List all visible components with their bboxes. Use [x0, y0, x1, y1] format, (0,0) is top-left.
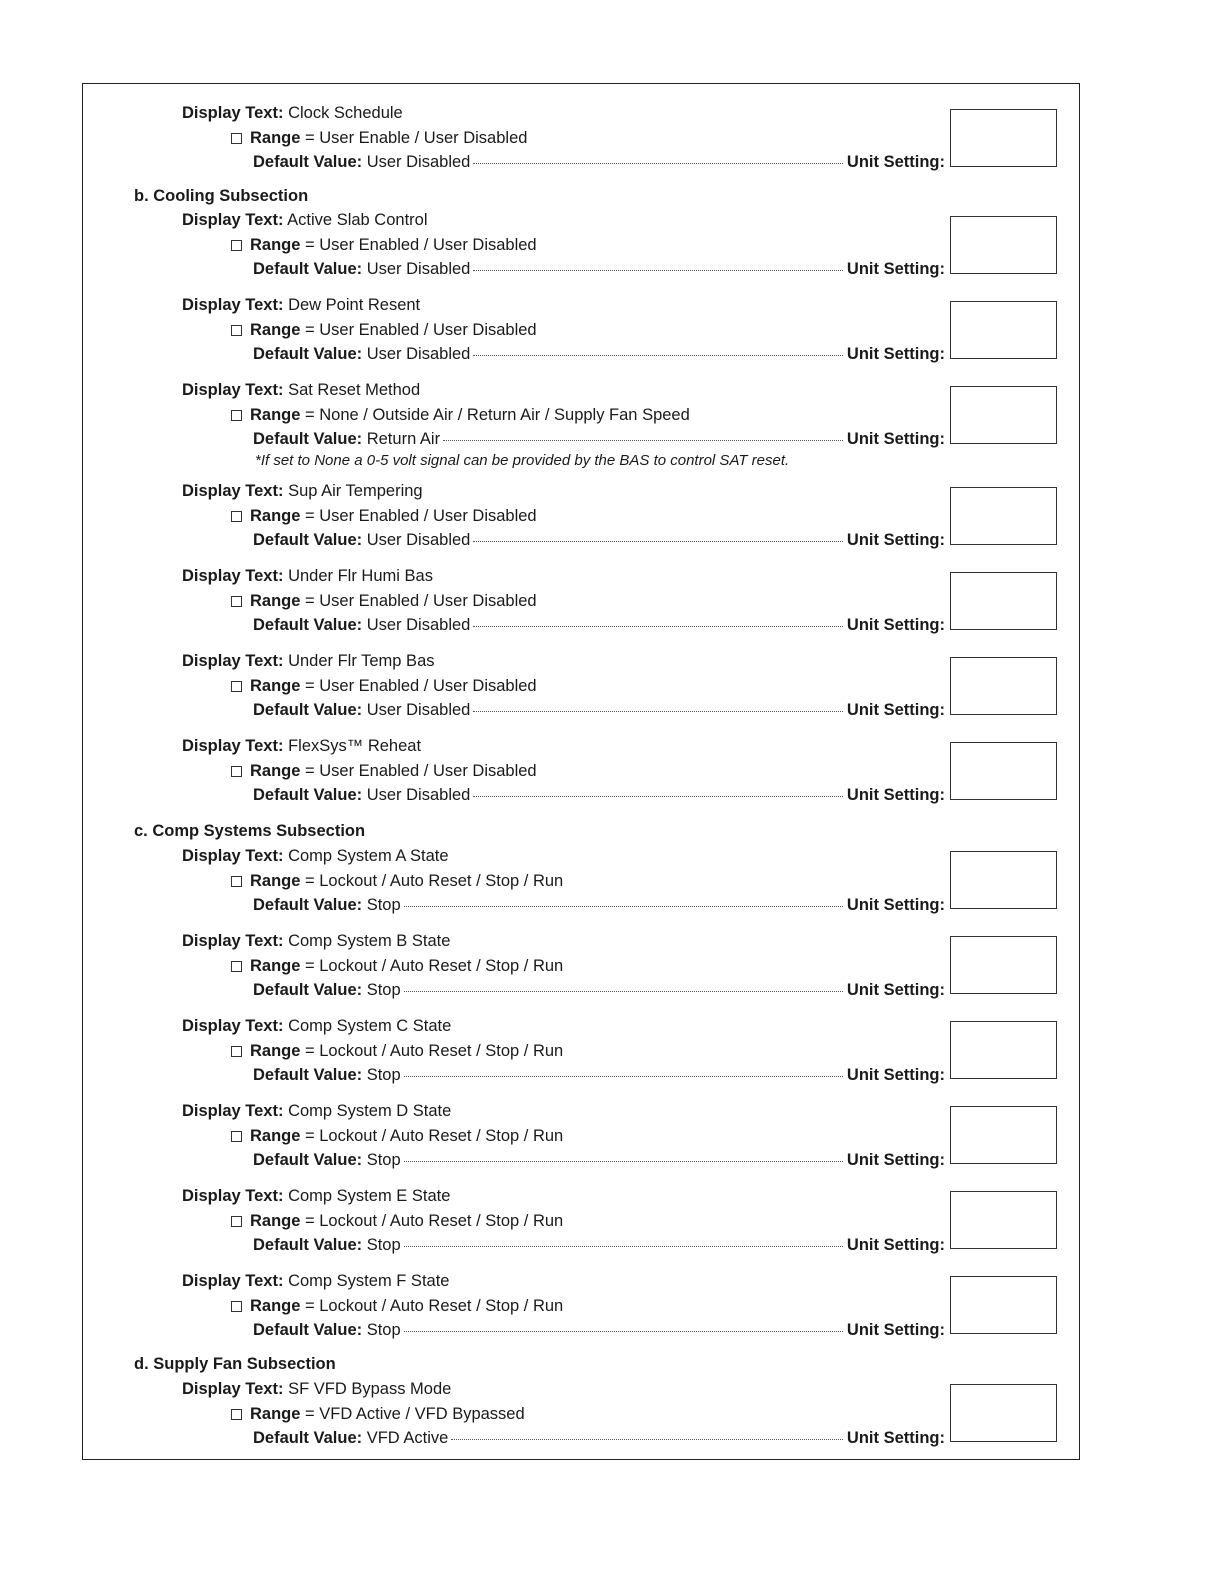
- range-label: Range: [250, 235, 301, 254]
- default-value-label: Default Value:: [253, 430, 363, 448]
- range-label: Range: [250, 676, 301, 695]
- dot-leader: [404, 1331, 843, 1332]
- default-value-label: Default Value:: [253, 1321, 363, 1339]
- display-text-line: [182, 481, 423, 501]
- range-label: Range: [250, 591, 301, 610]
- range-value: = Lockout / Auto Reset / Stop / Run: [305, 871, 564, 890]
- footnote: *If set to None a 0-5 volt signal can be provided by the BAS to control SAT reset.: [255, 451, 790, 469]
- default-value: Stop: [366, 896, 401, 914]
- unit-setting-label: Unit Setting:: [846, 430, 945, 448]
- default-value-line: [253, 615, 945, 635]
- unit-setting-input[interactable]: [950, 109, 1057, 167]
- default-value-line: [253, 429, 945, 449]
- unit-setting-input[interactable]: [950, 301, 1057, 359]
- default-value-label: Default Value:: [253, 260, 363, 278]
- range-checkbox[interactable]: [231, 325, 242, 336]
- display-text-label: Display Text:: [182, 381, 284, 399]
- display-text-line: Display Text: SF VFD Bypass Mode: [182, 1380, 452, 1398]
- unit-setting-input[interactable]: [950, 936, 1057, 994]
- unit-setting-input[interactable]: [950, 1191, 1057, 1249]
- range-value: = Lockout / Auto Reset / Stop / Run: [305, 1126, 564, 1145]
- range-line: [231, 591, 537, 611]
- display-text-value: Sup Air Tempering: [288, 482, 423, 500]
- display-text-label: Display Text: [182, 1380, 278, 1398]
- display-text-line: Display Text: Comp System D State: [182, 1102, 452, 1120]
- unit-setting-label: Unit Setting:: [846, 531, 945, 549]
- default-value-label: Default Value:: [253, 1236, 363, 1254]
- unit-setting-label: Unit Setting:: [846, 1151, 945, 1169]
- range-checkbox[interactable]: [231, 961, 242, 972]
- unit-setting-label: Unit Setting:: [846, 345, 945, 363]
- dot-leader: [473, 270, 843, 271]
- range-line: [231, 405, 690, 425]
- display-text-value: Sat Reset Method: [288, 381, 421, 399]
- section-heading: c. Comp Systems Subsection: [134, 822, 366, 840]
- display-text-line: [182, 736, 421, 756]
- display-text-label: Display Text:: [182, 737, 284, 755]
- display-text-label: Display Text: [182, 847, 278, 865]
- unit-setting-input[interactable]: [950, 487, 1057, 545]
- range-line: [231, 1211, 563, 1231]
- range-checkbox[interactable]: [231, 766, 242, 777]
- range-line: [231, 676, 537, 696]
- default-value-label: Default Value:: [253, 616, 363, 634]
- default-value-label: Default Value:: [253, 1151, 363, 1169]
- default-value-label: Default Value:: [253, 345, 363, 363]
- range-label: Range: [250, 1126, 301, 1145]
- range-line: [231, 1296, 563, 1316]
- default-value: User Disabled: [366, 153, 471, 171]
- dot-leader: [473, 163, 843, 164]
- unit-setting-input[interactable]: [950, 386, 1057, 444]
- default-value: Return Air: [366, 430, 441, 448]
- default-value-label: Default Value:: [253, 1066, 363, 1084]
- default-value-line: [253, 530, 945, 550]
- range-label: Range: [250, 1211, 301, 1230]
- range-label: Range: [250, 1296, 301, 1315]
- default-value: Stop: [366, 1321, 401, 1339]
- display-text-line: Display Text: Comp System B State: [182, 932, 451, 950]
- range-value: = Lockout / Auto Reset / Stop / Run: [305, 1296, 564, 1315]
- range-checkbox[interactable]: [231, 681, 242, 692]
- range-value: = User Enabled / User Disabled: [305, 591, 537, 610]
- unit-setting-input[interactable]: [950, 742, 1057, 800]
- range-label: Range: [250, 871, 301, 890]
- default-value-line: [253, 1320, 945, 1340]
- unit-setting-label: Unit Setting:: [846, 1429, 945, 1447]
- dot-leader: [473, 626, 843, 627]
- unit-setting-label: Unit Setting:: [846, 616, 945, 634]
- default-value: User Disabled: [366, 531, 471, 549]
- section-heading: b. Cooling Subsection: [134, 187, 309, 205]
- display-text-value: Active Slab Control: [287, 211, 428, 229]
- range-line: [231, 235, 537, 255]
- display-text-line: [182, 103, 403, 123]
- display-text-label: Display Text:: [182, 104, 284, 122]
- display-text-label: Display Text:: [182, 296, 284, 314]
- default-value-label: Default Value:: [253, 1429, 363, 1447]
- range-value: = User Enabled / User Disabled: [305, 506, 537, 525]
- default-value-line: [253, 1065, 945, 1085]
- default-value-line: [253, 700, 945, 720]
- range-label: Range: [250, 506, 301, 525]
- unit-setting-label: Unit Setting:: [846, 1066, 945, 1084]
- range-line: [231, 761, 537, 781]
- range-value: = VFD Active / VFD Bypassed: [305, 1404, 525, 1423]
- range-line: [231, 506, 537, 526]
- range-checkbox[interactable]: [231, 1046, 242, 1057]
- range-label: Range: [250, 128, 301, 147]
- display-text-value: Under Flr Humi Bas: [288, 567, 433, 585]
- range-value: = None / Outside Air / Return Air / Supply Fan Speed: [305, 405, 690, 424]
- range-label: Range: [250, 320, 301, 339]
- display-text-value: Clock Schedule: [288, 104, 403, 122]
- display-text-label: Display Text:: [182, 567, 284, 585]
- default-value: User Disabled: [366, 345, 471, 363]
- range-label: Range: [250, 761, 301, 780]
- range-label: Range: [250, 1404, 301, 1423]
- range-line: [231, 128, 527, 148]
- default-value: Stop: [366, 1151, 401, 1169]
- default-value: VFD Active: [366, 1429, 449, 1447]
- display-text-value: Comp System F State: [288, 1272, 450, 1290]
- range-checkbox[interactable]: [231, 876, 242, 887]
- display-text-value: FlexSys™ Reheat: [288, 737, 422, 755]
- range-checkbox[interactable]: [231, 1301, 242, 1312]
- default-value: User Disabled: [366, 701, 471, 719]
- unit-setting-label: Unit Setting:: [846, 701, 945, 719]
- display-text-label: Display Text: [182, 211, 278, 229]
- unit-setting-input[interactable]: [950, 216, 1057, 274]
- default-value-line: [253, 785, 945, 805]
- range-value: = User Enabled / User Disabled: [305, 320, 537, 339]
- range-value: = User Enable / User Disabled: [305, 128, 528, 147]
- unit-setting-input[interactable]: [950, 1106, 1057, 1164]
- display-text-line: Display Text: Comp System F State: [182, 1272, 450, 1290]
- display-text-value: SF VFD Bypass Mode: [288, 1380, 452, 1398]
- default-value: Stop: [366, 1066, 401, 1084]
- unit-setting-input[interactable]: [950, 1021, 1057, 1079]
- range-line: [231, 320, 537, 340]
- range-line: [231, 956, 563, 976]
- display-text-line: Display Text: Comp System C State: [182, 1017, 452, 1035]
- dot-leader: [473, 355, 843, 356]
- range-checkbox[interactable]: [231, 1216, 242, 1227]
- display-text-value: Under Flr Temp Bas: [288, 652, 435, 670]
- display-text-line: Display Text: Comp System A State: [182, 847, 449, 865]
- range-label: Range: [250, 956, 301, 975]
- display-text-line: [182, 566, 433, 586]
- default-value-label: Default Value:: [253, 153, 363, 171]
- default-value-line: [253, 259, 945, 279]
- dot-leader: [404, 1246, 843, 1247]
- default-value: User Disabled: [366, 786, 471, 804]
- default-value: Stop: [366, 1236, 401, 1254]
- default-value-line: [253, 1428, 945, 1448]
- range-checkbox[interactable]: [231, 1131, 242, 1142]
- display-text-value: Dew Point Resent: [288, 296, 421, 314]
- range-line: [231, 1404, 525, 1424]
- unit-setting-input[interactable]: [950, 851, 1057, 909]
- display-text-value: Comp System B State: [288, 932, 451, 950]
- dot-leader: [404, 1076, 843, 1077]
- range-checkbox[interactable]: [231, 596, 242, 607]
- display-text-label: Display Text: [182, 1187, 278, 1205]
- range-checkbox[interactable]: [231, 511, 242, 522]
- unit-setting-label: Unit Setting:: [846, 896, 945, 914]
- range-value: = Lockout / Auto Reset / Stop / Run: [305, 1211, 564, 1230]
- display-text-label: Display Text: [182, 1272, 278, 1290]
- range-checkbox[interactable]: [231, 1409, 242, 1420]
- dot-leader: [473, 541, 843, 542]
- default-value-line: [253, 344, 945, 364]
- default-value-line: [253, 895, 945, 915]
- unit-setting-label: Unit Setting:: [846, 786, 945, 804]
- default-value: User Disabled: [366, 260, 471, 278]
- range-value: = User Enabled / User Disabled: [305, 676, 537, 695]
- default-value-label: Default Value:: [253, 896, 363, 914]
- range-checkbox[interactable]: [231, 410, 242, 421]
- dot-leader: [404, 906, 843, 907]
- display-text-label: Display Text: [182, 1017, 278, 1035]
- unit-setting-label: Unit Setting:: [846, 981, 945, 999]
- display-text-value: Comp System E State: [288, 1187, 451, 1205]
- range-value: = Lockout / Auto Reset / Stop / Run: [305, 1041, 564, 1060]
- unit-setting-label: Unit Setting:: [846, 1321, 945, 1339]
- display-text-value: Comp System C State: [288, 1017, 452, 1035]
- unit-setting-input[interactable]: [950, 572, 1057, 630]
- default-value: User Disabled: [366, 616, 471, 634]
- default-value: Stop: [366, 981, 401, 999]
- default-value-line: [253, 980, 945, 1000]
- default-value-line: [253, 1150, 945, 1170]
- display-text-line: Display Text: Comp System E State: [182, 1187, 451, 1205]
- default-value-label: Default Value:: [253, 981, 363, 999]
- range-line: [231, 1041, 563, 1061]
- range-value: = User Enabled / User Disabled: [305, 235, 537, 254]
- range-label: Range: [250, 1041, 301, 1060]
- display-text-label: Display Text:: [182, 482, 284, 500]
- display-text-label: Display Text: [182, 1102, 278, 1120]
- unit-setting-label: Unit Setting:: [846, 1236, 945, 1254]
- display-text-line: [182, 380, 420, 400]
- unit-setting-input[interactable]: [950, 657, 1057, 715]
- range-line: [231, 871, 563, 891]
- dot-leader: [473, 796, 843, 797]
- dot-leader: [404, 1161, 843, 1162]
- unit-setting-label: Unit Setting:: [846, 153, 945, 171]
- display-text-line: Display Text: Active Slab Control: [182, 211, 428, 229]
- default-value-line: [253, 1235, 945, 1255]
- range-checkbox[interactable]: [231, 133, 242, 144]
- range-checkbox[interactable]: [231, 240, 242, 251]
- display-text-line: [182, 295, 420, 315]
- section-heading: d. Supply Fan Subsection: [134, 1355, 336, 1373]
- default-value-label: Default Value:: [253, 786, 363, 804]
- unit-setting-input[interactable]: [950, 1384, 1057, 1442]
- range-value: = Lockout / Auto Reset / Stop / Run: [305, 956, 564, 975]
- default-value-line: [253, 152, 945, 172]
- unit-setting-label: Unit Setting:: [846, 260, 945, 278]
- dot-leader: [443, 440, 843, 441]
- range-value: = User Enabled / User Disabled: [305, 761, 537, 780]
- display-text-line: [182, 651, 435, 671]
- range-line: [231, 1126, 563, 1146]
- default-value-label: Default Value:: [253, 531, 363, 549]
- range-label: Range: [250, 405, 301, 424]
- unit-setting-input[interactable]: [950, 1276, 1057, 1334]
- dot-leader: [404, 991, 843, 992]
- dot-leader: [473, 711, 843, 712]
- display-text-label: Display Text: [182, 932, 278, 950]
- display-text-value: Comp System D State: [288, 1102, 452, 1120]
- dot-leader: [451, 1439, 843, 1440]
- default-value-label: Default Value:: [253, 701, 363, 719]
- display-text-label: Display Text:: [182, 652, 284, 670]
- display-text-value: Comp System A State: [288, 847, 449, 865]
